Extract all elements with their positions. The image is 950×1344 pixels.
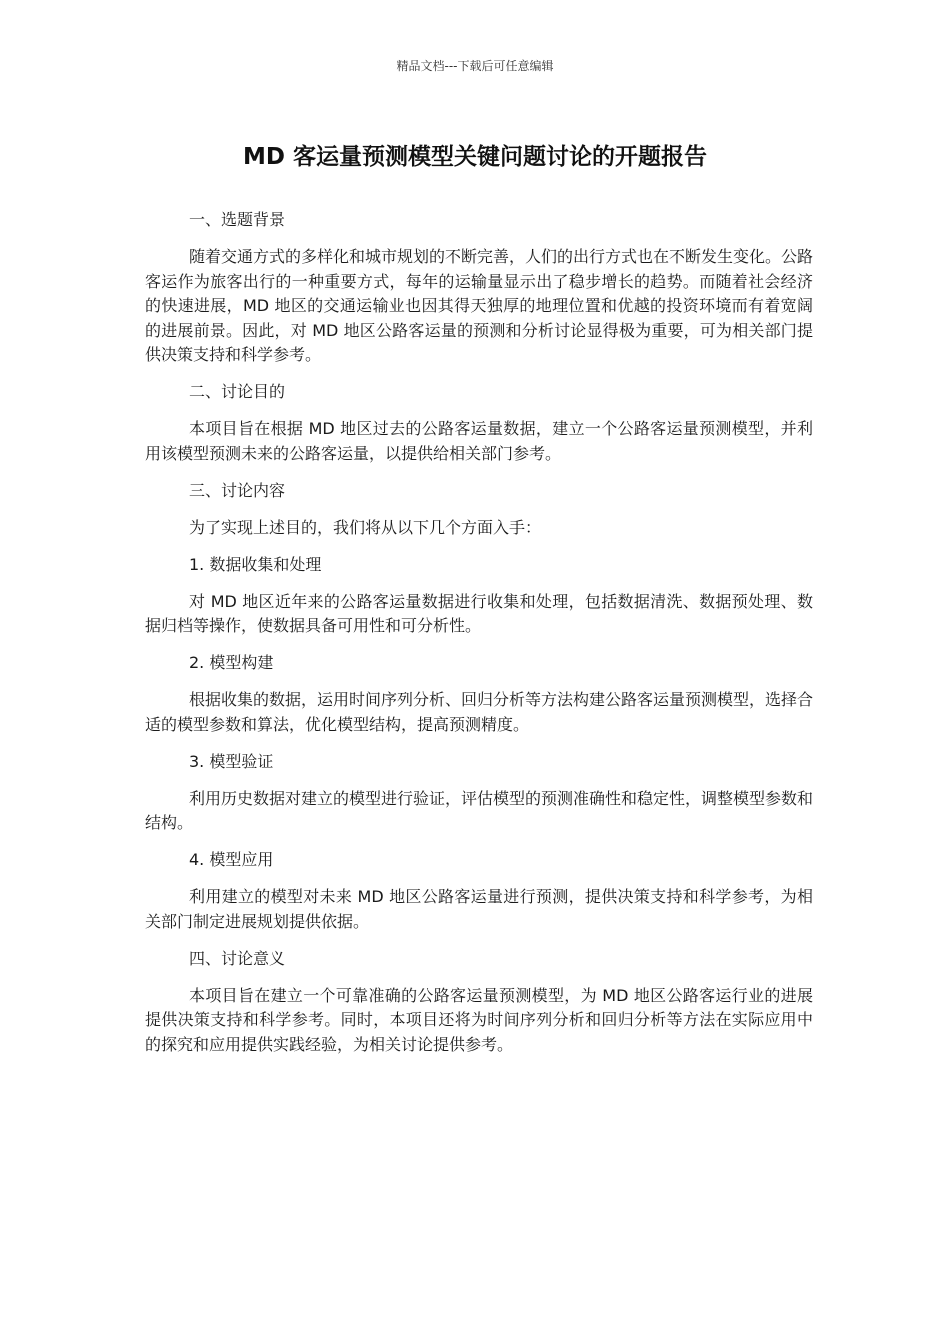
document-title: MD 客运量预测模型关键问题讨论的开题报告 bbox=[243, 144, 707, 170]
subheading-model-application: 4. 模型应用 bbox=[189, 850, 274, 869]
section-heading-purpose: 二、讨论目的 bbox=[189, 382, 286, 401]
subheading-model-validation: 3. 模型验证 bbox=[189, 751, 274, 771]
paragraph-content-intro: 为了实现上述目的，我们将从以下几个方面入手： bbox=[189, 517, 542, 537]
paragraph-model-validation: 利用历史数据对建立的模型进行验证，评估模型的预测准确性和稳定性，调整模型参数和结构。 bbox=[145, 788, 814, 832]
section-heading-content: 三、讨论内容 bbox=[189, 480, 286, 500]
page-header-note: 精品文档---下载后可任意编辑 bbox=[396, 59, 554, 73]
document-body bbox=[145, 208, 813, 1070]
paragraph-model-building: 根据收集的数据，运用时间序列分析、回归分析等方法构建公路客运量预测模型，选择合适的模型参数和算法，优化模型结构，提高预测精度。 bbox=[145, 690, 814, 734]
paragraph-data-collection: 对 MD 地区近年来的公路客运量数据进行收集和处理，包括数据清洗、数据预处理、数据归档等操作，使数据具备可用性和可分析性。 bbox=[145, 591, 813, 635]
paragraph-purpose: 本项目旨在根据 MD 地区过去的公路客运量数据，建立一个公路客运量预测模型，并利用该模型预测未来的公路客运量，以提供给相关部门参考。 bbox=[145, 419, 813, 463]
paragraph-model-application: 利用建立的模型对未来 MD 地区公路客运量进行预测，提供决策支持和科学参考，为相关部门制定进展规划提供依据。 bbox=[145, 887, 813, 931]
section-heading-significance: 四、讨论意义 bbox=[189, 948, 286, 968]
section-heading-background: 一、选题背景 bbox=[189, 210, 286, 229]
paragraph-background: 随着交通方式的多样化和城市规划的不断完善，人们的出行方式也在不断发生变化。公路客运作为旅客出行的一种重要方式，每年的运输量显示出了稳步增长的趋势。而随着社会经济的快速进展，MD 地区的交通运输业也因其得天独厚的地理位置和优越的投资环境而有着宽阔的进展前景。因此，对 MD 地区公路客运量的预测和分析讨论显得极为重要，可为相关部门提供决策支持和科学参考。 bbox=[145, 247, 814, 364]
subheading-model-building: 2. 模型构建 bbox=[189, 653, 274, 672]
subheading-data-collection: 1. 数据收集和处理 bbox=[189, 554, 322, 574]
paragraph-significance: 本项目旨在建立一个可靠准确的公路客运量预测模型，为 MD 地区公路客运行业的进展提供决策支持和科学参考。同时，本项目还将为时间序列分析和回归分析等方法在实际应用中的探究和应用提供实践经验，为相关讨论提供参考。 bbox=[145, 985, 813, 1054]
